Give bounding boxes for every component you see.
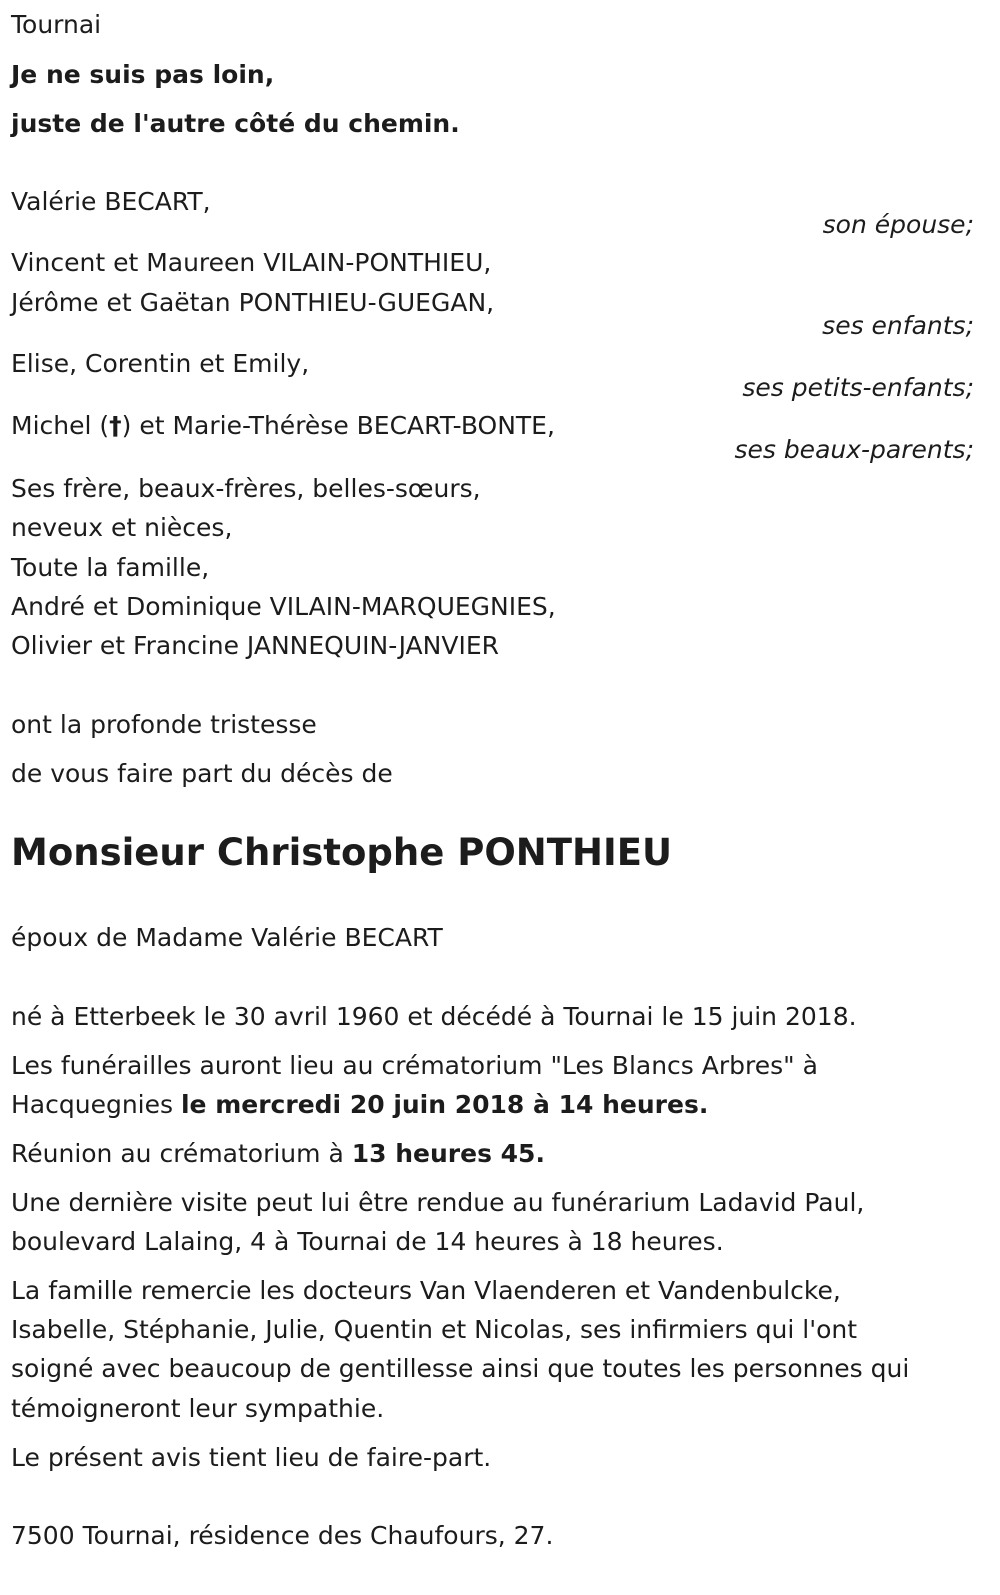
children-line-1: Vincent et Maureen VILAIN-PONTHIEU,	[11, 248, 492, 277]
address: 7500 Tournai, résidence des Chaufours, 27.	[11, 1521, 554, 1550]
others-line-1: Ses frère, beaux-frères, belles-sœurs,	[11, 474, 481, 503]
announcement-line-1: ont la profonde tristesse	[11, 710, 317, 739]
notice: Le présent avis tient lieu de faire-part.	[11, 1443, 492, 1472]
funeral-line-1: Les funérailles auront lieu au crématorium "Les Blancs Arbres" à	[11, 1051, 818, 1080]
thanks-line-4: témoigneront leur sympathie.	[11, 1394, 385, 1423]
grandchildren-relation: ses petits-enfants;	[742, 373, 974, 402]
thanks-line-1: La famille remercie les docteurs Van Vlaenderen et Vandenbulcke,	[11, 1276, 841, 1305]
children-line-2: Jérôme et Gaëtan PONTHIEU-GUEGAN,	[11, 288, 495, 317]
announcement-line-2: de vous faire part du décès de	[11, 759, 393, 788]
others-line-5: Olivier et Francine JANNEQUIN-JANVIER	[11, 631, 499, 660]
thanks-line-2: Isabelle, Stéphanie, Julie, Quentin et Nicolas, ses infirmiers qui l'ont	[11, 1315, 858, 1344]
meeting-place: Réunion au crématorium à	[11, 1139, 352, 1168]
parents-in-law-relation: ses beaux-parents;	[734, 435, 974, 464]
parents-in-law-suffix: ) et Marie-Thérèse BECART-BONTE,	[121, 411, 555, 440]
quote-line-1: Je ne suis pas loin,	[11, 60, 275, 89]
grandchildren-names: Elise, Corentin et Emily,	[11, 349, 310, 378]
spouse-name: Valérie BECART,	[11, 187, 211, 216]
funeral-line-2	[11, 1092, 708, 1117]
city-header: Tournai	[11, 10, 102, 39]
quote-line-2: juste de l'autre côté du chemin.	[11, 109, 460, 138]
thanks-line-3: soigné avec beaucoup de gentillesse ainsi que toutes les personnes qui	[11, 1354, 910, 1383]
funeral-datetime: le mercredi 20 juin 2018 à 14 heures.	[180, 1090, 709, 1119]
spouse-relation: son épouse;	[822, 210, 974, 239]
birth-death: né à Etterbeek le 30 avril 1960 et décédé à Tournai le 15 juin 2018.	[11, 1002, 857, 1031]
visit-line-2: boulevard Lalaing, 4 à Tournai de 14 heures à 18 heures.	[11, 1227, 724, 1256]
others-line-2: neveux et nièces,	[11, 513, 233, 542]
deceased-name: Monsieur Christophe PONTHIEU	[11, 831, 673, 874]
funeral-place: Hacquegnies	[11, 1090, 181, 1119]
parents-in-law-prefix: Michel (	[11, 411, 110, 440]
parents-in-law-line	[11, 413, 555, 438]
spouse-of: époux de Madame Valérie BECART	[11, 923, 443, 952]
others-line-4: André et Dominique VILAIN-MARQUEGNIES,	[11, 592, 556, 621]
children-relation: ses enfants;	[822, 311, 974, 340]
meeting-time: 13 heures 45.	[351, 1139, 545, 1168]
cross-icon: †	[109, 411, 122, 440]
visit-line-1: Une dernière visite peut lui être rendue au funérarium Ladavid Paul,	[11, 1188, 865, 1217]
meeting-line	[11, 1141, 545, 1166]
others-line-3: Toute la famille,	[11, 553, 210, 582]
